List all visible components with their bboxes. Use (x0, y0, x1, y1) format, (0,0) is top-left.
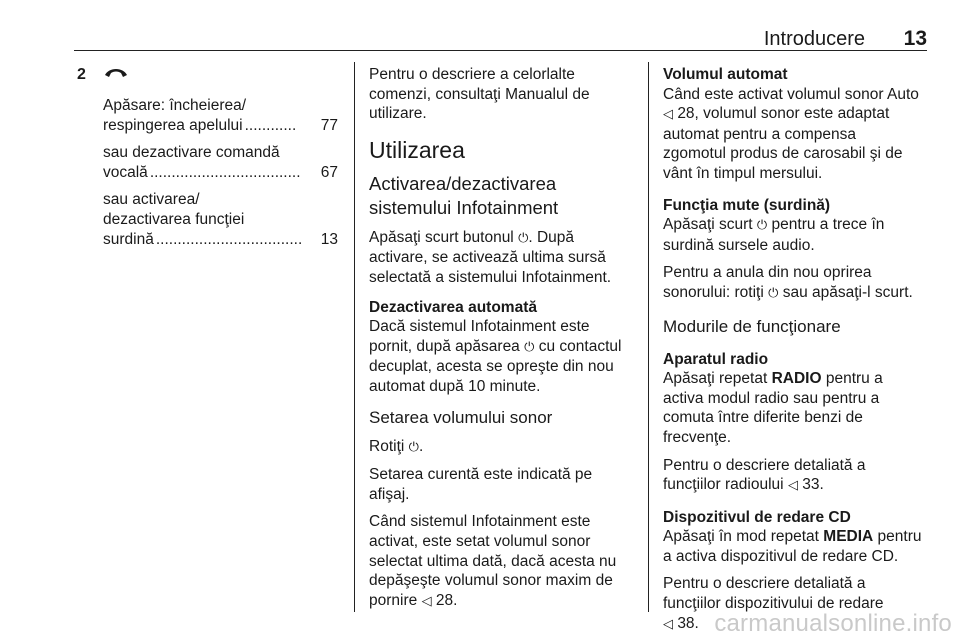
section-title: Introducere (763, 28, 865, 50)
subheading-volume: Setarea volumului sonor (369, 407, 553, 427)
toc-page: 77 (320, 116, 338, 134)
toc-label: surdină (103, 230, 154, 248)
text-span: Rotiţi (369, 437, 405, 455)
text-line: vânt în timpul mersului. (663, 164, 823, 182)
text-line (663, 369, 953, 389)
power-icon: ⏻ (768, 285, 779, 301)
text-line: selectat ultima dată, dacă acesta nu (369, 552, 617, 570)
text-span: Apăsaţi repetat (663, 370, 768, 388)
heading-usage: Utilizarea (369, 136, 465, 163)
text-span: cu contactul (538, 337, 622, 355)
text-line: Pentru o descriere detaliată a (663, 575, 866, 593)
watermark: carmanualsonline.info (714, 610, 952, 637)
radio-key-label: RADIO (771, 370, 822, 388)
column-3 (663, 65, 953, 634)
text-span: 28. (435, 591, 458, 609)
text-line (369, 228, 641, 249)
phone-hangup-icon (103, 64, 129, 85)
text-span: pornire (369, 591, 418, 609)
text-span: . După (528, 228, 575, 246)
text-span: pornit, după apăsarea (369, 337, 520, 355)
text-span: 28, volumul sonor este adaptat (677, 105, 890, 123)
text-line: Pentru a anula din nou oprirea (663, 264, 872, 282)
text-line: comuta între diferite benzi de (663, 409, 863, 427)
subheading-on-off: Activarea/dezactivarea (369, 172, 557, 194)
text-line: decuplat, acesta se opreşte din nou (369, 358, 614, 376)
text-line (663, 215, 953, 236)
title-auto-off: Dezactivarea automată (369, 298, 537, 316)
text-span: funcţiilor radioului (663, 476, 784, 494)
text-line: Setarea curentă este indicată pe (369, 466, 593, 484)
text-line: activat, este setat volumul sonor (369, 532, 591, 550)
column-1 (103, 96, 338, 249)
toc-page: 13 (320, 230, 338, 248)
text-line: depăşeşte volumul sonor maxim de (369, 572, 613, 590)
column-divider-right (648, 62, 649, 612)
toc-leader: ............ (244, 116, 297, 134)
toc-page: 67 (320, 163, 338, 181)
text-line: a activa dispozitivul de redare CD. (663, 547, 899, 565)
reference-arrow-icon: ◁ (663, 107, 673, 123)
text-line: activa modul radio sau pentru a (663, 389, 880, 407)
text-line (663, 527, 953, 547)
power-icon: ⏻ (756, 218, 768, 234)
text-line (369, 337, 641, 358)
text-span: pentru a trece în (771, 216, 885, 234)
reference-arrow-icon: ◁ (421, 593, 432, 609)
power-icon: ⏻ (408, 439, 419, 455)
text-line: Pentru o descriere detaliată a (663, 456, 866, 474)
text-line: comenzi, consultaţi Manualul de (369, 85, 590, 103)
text-line: automat după 10 minute. (369, 377, 541, 395)
column-2 (369, 65, 641, 611)
text-line (663, 475, 953, 496)
text-line (369, 591, 641, 612)
text-line (663, 283, 953, 304)
title-auto-volume: Volumul automat (663, 66, 788, 83)
text-span: Apăsaţi în mod repetat (663, 528, 819, 546)
text-span: 38. (677, 614, 699, 632)
page-header (74, 24, 927, 51)
text-line: frecvenţe. (663, 428, 732, 446)
toc-entry-voice (103, 163, 338, 183)
text-line: Dacă sistemul Infotainment este (369, 318, 590, 336)
toc-entry-end-call (103, 116, 338, 136)
text-span: . (418, 437, 424, 455)
text-line: Pentru o descriere a celorlalte (369, 66, 575, 83)
text-span: Apăsaţi scurt (663, 216, 753, 234)
text-span: Apăsaţi scurt butonul (369, 228, 514, 246)
page-number: 13 (903, 27, 927, 50)
text-span: sonorului: rotiţi (663, 283, 764, 301)
column-divider-left (354, 62, 355, 612)
subheading-on-off-2: sistemului Infotainment (369, 196, 559, 218)
toc-leader: .................................. (155, 230, 303, 248)
text-span: pentru a (825, 370, 883, 388)
subheading-modes: Modurile de funcţionare (663, 316, 841, 336)
media-key-label: MEDIA (823, 528, 874, 546)
text-line: selectată a sistemului Infotainment. (369, 268, 612, 286)
text-line: afişaj. (369, 485, 410, 503)
text-line: dezactivarea funcţiei (103, 210, 245, 228)
text-line: sau activarea/ (103, 191, 200, 209)
text-line (663, 104, 953, 125)
toc-label: respingerea apelului (103, 116, 243, 134)
power-icon: ⏻ (518, 230, 529, 246)
toc-leader: ................................... (149, 163, 301, 181)
text-line: sau dezactivare comandă (103, 144, 280, 162)
text-line: automat pentru a compensa (663, 125, 857, 143)
text-line: funcţiilor dispozitivului de redare (663, 595, 884, 613)
text-line: Când este activat volumul sonor Auto (663, 85, 919, 103)
text-span: 33. (802, 476, 824, 494)
text-span: pentru (877, 528, 922, 546)
title-mute: Funcţia mute (surdină) (663, 196, 831, 214)
title-radio: Aparatul radio (663, 350, 769, 368)
title-cd-player: Dispozitivul de redare CD (663, 508, 851, 526)
reference-arrow-icon: ◁ (787, 478, 798, 494)
text-line: surdină sursele audio. (663, 236, 815, 254)
text-span: sau apăsaţi-l scurt. (782, 283, 913, 301)
reference-arrow-icon: ◁ (663, 616, 673, 632)
text-line: Apăsare: încheierea/ (103, 97, 247, 114)
text-line: Când sistemul Infotainment este (369, 513, 591, 531)
toc-label: vocală (103, 163, 148, 181)
power-icon: ⏻ (524, 339, 535, 355)
toc-entry-mute (103, 230, 338, 250)
text-line: zgomotul produs de carosabil şi de (663, 145, 903, 163)
text-line (369, 437, 641, 458)
item-number: 2 (77, 66, 86, 83)
text-line: activare, se activează ultima sursă (369, 249, 606, 267)
text-line: utilizare. (369, 105, 427, 123)
